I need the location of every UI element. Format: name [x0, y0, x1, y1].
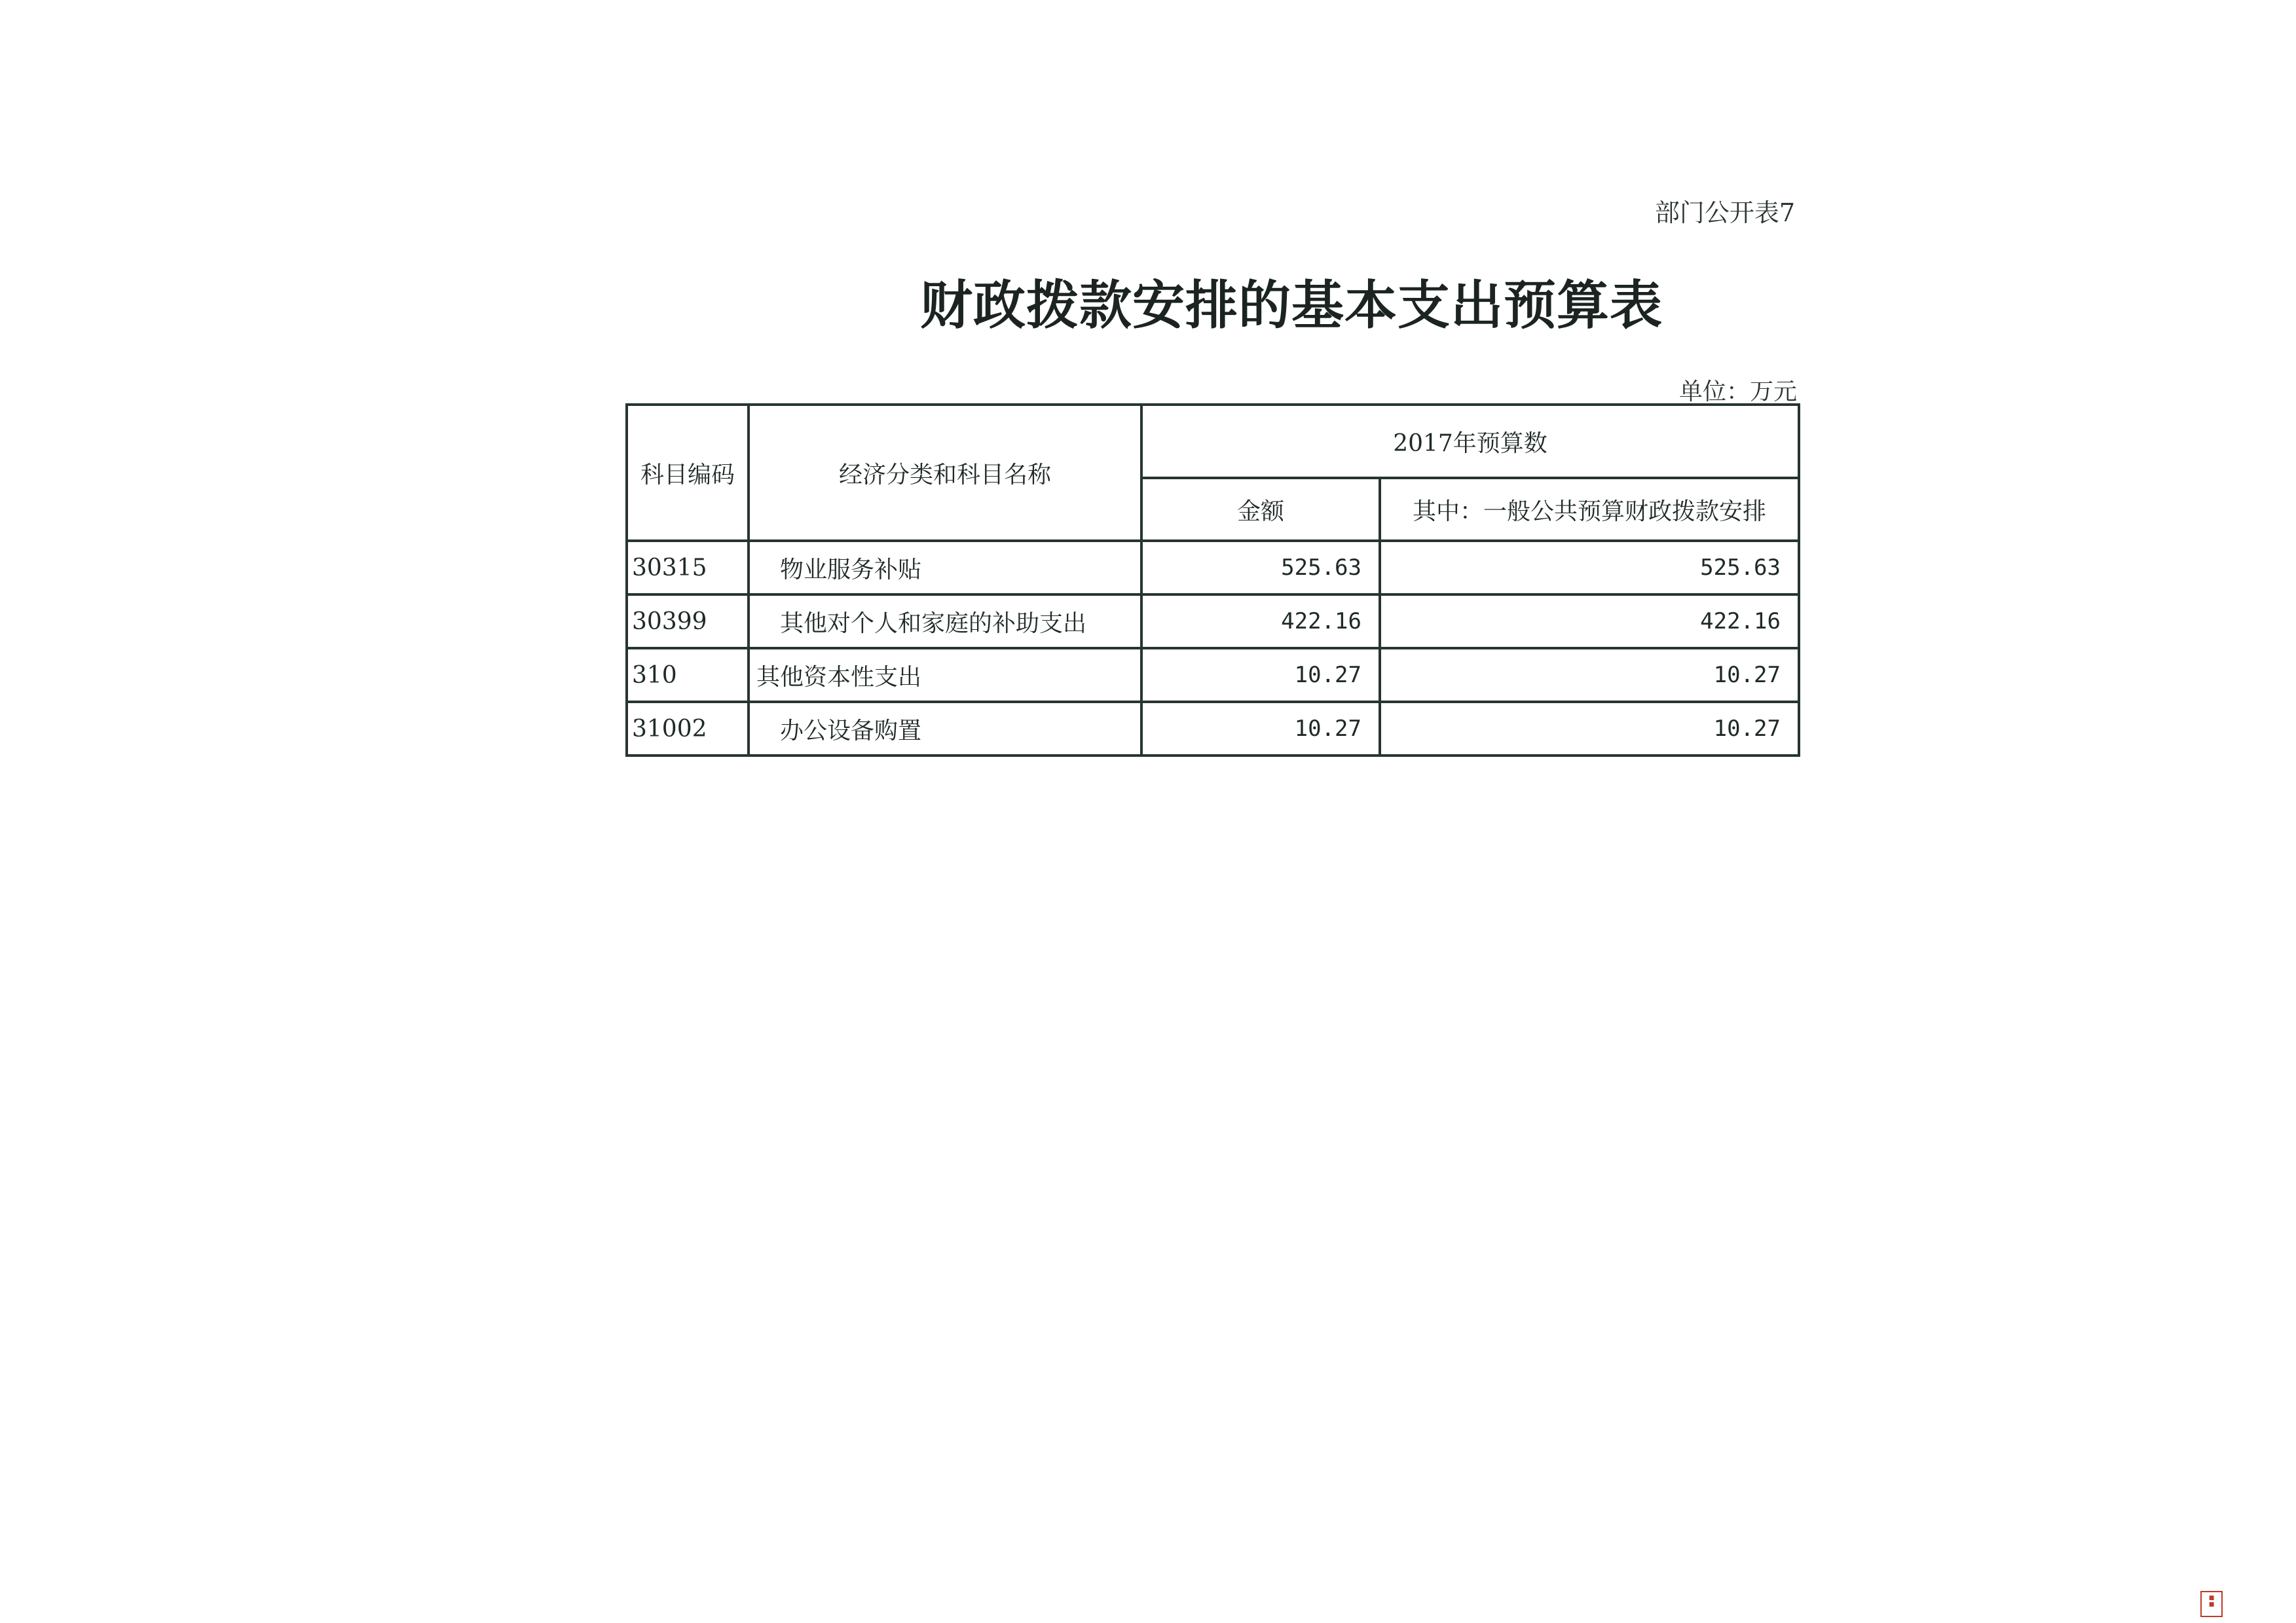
- row-code: 310: [627, 648, 749, 702]
- row-name: 其他资本性支出: [749, 648, 1141, 702]
- header-code: 科目编码: [627, 405, 749, 541]
- header-budget-group: 2017年预算数: [1141, 405, 1799, 478]
- budget-table: [625, 403, 1800, 757]
- row-amount: 10.27: [1141, 648, 1380, 702]
- header-amount: 金额: [1141, 478, 1380, 541]
- header-general-public: 其中：一般公共预算财政拨款安排: [1380, 478, 1799, 541]
- table-row: [627, 648, 1799, 702]
- row-general: 525.63: [1380, 541, 1799, 594]
- page-title: 财政拨款安排的基本支出预算表: [920, 274, 1663, 336]
- row-code: 30399: [627, 594, 749, 648]
- table-row: [627, 702, 1799, 756]
- table-row: [627, 594, 1799, 648]
- row-general: 10.27: [1380, 702, 1799, 756]
- row-general: 10.27: [1380, 648, 1799, 702]
- row-amount: 525.63: [1141, 541, 1380, 594]
- row-amount: 10.27: [1141, 702, 1380, 756]
- row-name: 其他对个人和家庭的补助支出: [749, 594, 1141, 648]
- row-name: 办公设备购置: [749, 702, 1141, 756]
- unit-label: 单位：万元: [1678, 378, 1797, 405]
- row-name: 物业服务补贴: [749, 541, 1141, 594]
- row-code: 31002: [627, 702, 749, 756]
- stamp-seal: ■ ■: [2200, 1591, 2223, 1617]
- header-name: 经济分类和科目名称: [749, 405, 1141, 541]
- row-general: 422.16: [1380, 594, 1799, 648]
- table-row: [627, 541, 1799, 594]
- row-code: 30315: [627, 541, 749, 594]
- row-amount: 422.16: [1141, 594, 1380, 648]
- form-label: 部门公开表7: [1654, 198, 1795, 227]
